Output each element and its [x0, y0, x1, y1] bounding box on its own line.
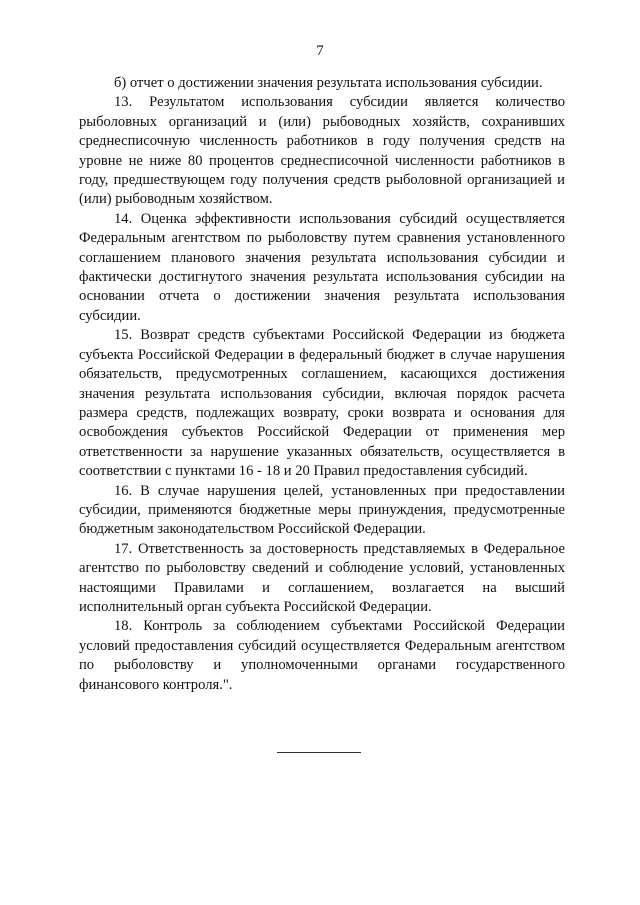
paragraph-18-control: 18. Контроль за соблюдением субъектами Российской Федерации условий предоставления субсидий осуществляется Федеральным агентством по рыболовству и уполномоченными органами государственного финансового контроля.". [79, 618, 565, 693]
paragraph-14-evaluation: 14. Оценка эффективности использования субсидий осуществляется Федеральным агентством по рыболовству путем сравнения установленного соглашением планового значения результата использования субсидии и фактически достигнутого значения результата использования субсидии на основании отчета о достижении значения результата использования субсидии. [79, 210, 565, 324]
paragraph-16-violation: 16. В случае нарушения целей, установленных при предоставлении субсидии, применяются бюджетные меры принуждения, предусмотренные бюджетным законодательством Российской Федерации. [79, 482, 565, 538]
document-body [79, 74, 565, 695]
paragraph-13-result: 13. Результатом использования субсидии является количество рыболовных организаций и (или) рыбоводных хозяйств, сохранивших среднесписочную численность работников в году получения средств на уровне не ниже 80 процентов среднесписочной численности работников в году, предшествующем году получения средств рыболовной организацией и (или) рыбоводным хозяйством. [79, 94, 565, 208]
paragraph-17-responsibility: 17. Ответственность за достоверность представляемых в Федеральное агентство по рыболовству сведений и соблюдение условий, установленных настоящими Правилами и соглашением, возлагается на высший исполнительный орган субъекта Российской Федерации. [79, 540, 565, 615]
paragraph-item-b-report: б) отчет о достижении значения результата использования субсидии. [114, 75, 543, 91]
page-number: 7 [316, 43, 324, 59]
end-of-document-rule [277, 752, 361, 753]
paragraph-15-refund: 15. Возврат средств субъектами Российской Федерации из бюджета субъекта Российской Федерации в федеральный бюджет в случае нарушения обязательств, предусмотренных соглашением, касающихся достижения значения результата использования субсидии, включая порядок расчета размера средств, подлежащих возврату, сроки возврата и основания для освобождения субъектов Российской Федерации от применения мер ответственности за нарушение указанных обязательств, осуществляется в соответствии с пунктами 16 - 18 и 20 Правил предоставления субсидий. [79, 327, 565, 480]
